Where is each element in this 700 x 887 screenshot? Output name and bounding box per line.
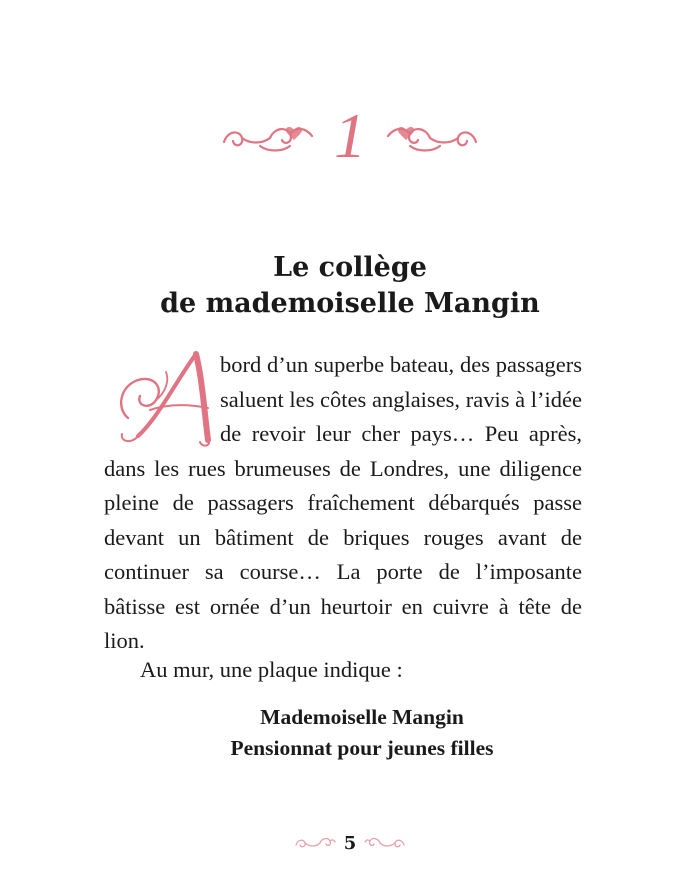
footer-right-ornament-icon: [364, 835, 406, 851]
drop-cap-letter-a-icon: [108, 348, 216, 450]
plaque-line-1: Mademoiselle Mangin: [260, 705, 464, 729]
chapter-title-line-1: Le collège: [273, 252, 427, 283]
chapter-header: [0, 96, 700, 176]
page-number: 5: [343, 832, 357, 854]
plaque-line-2: Pensionnat pour jeunes filles: [230, 736, 494, 760]
body-paragraph-1-text: bord d’un superbe bateau, des passagers saluent les côtes anglaises, ravis à l’idée de revoir leur cher pays… Peu après, dans les rues brumeuses de Londres, une diligence pleine de passagers fraîchement débarqués passe devant un bâtiment de briques rouges avant de continuer sa course… La porte de l’imposante bâtisse est ornée d’un heurtoir en cuivre à tête de lion.: [104, 352, 582, 653]
left-scroll-ornament-icon: [220, 116, 316, 156]
body-paragraph-1: [104, 348, 582, 659]
chapter-title-line-2: de mademoiselle Mangin: [160, 288, 540, 319]
chapter-title: [0, 250, 700, 322]
right-scroll-ornament-icon: [384, 116, 480, 156]
chapter-number: 1: [334, 100, 366, 171]
footer-left-ornament-icon: [294, 835, 336, 851]
body-paragraph-2: Au mur, une plaque indique :: [140, 657, 403, 682]
plaque-inscription: [0, 702, 700, 764]
page-footer: [0, 828, 700, 858]
